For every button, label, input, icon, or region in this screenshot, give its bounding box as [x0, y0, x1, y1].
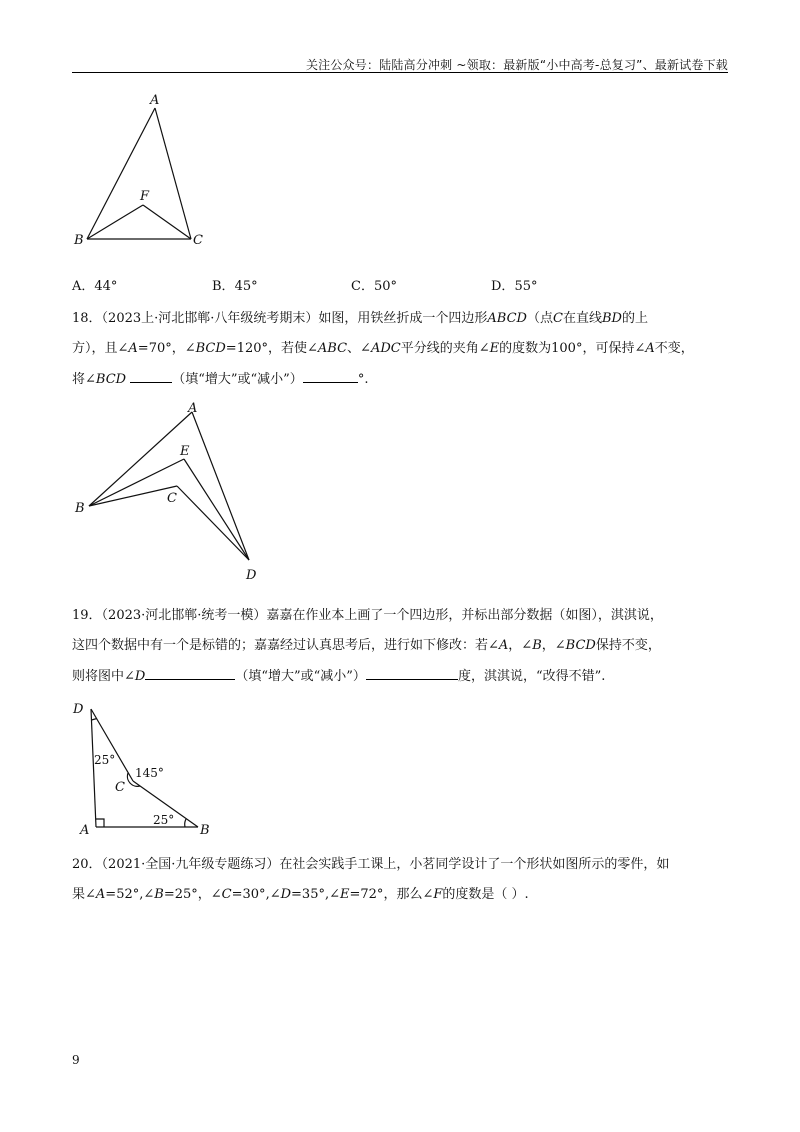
q18-text: 的度数为100°，可保持∠	[499, 341, 646, 356]
q18-var: BD	[601, 311, 622, 326]
q20-text: ,∠	[265, 887, 281, 902]
q18-var: BCD	[95, 372, 127, 387]
segment-ac	[155, 108, 191, 239]
segment-ab	[87, 108, 155, 239]
q20-value: =35°	[291, 887, 325, 902]
label-a: A	[80, 823, 90, 838]
q20-line-1	[72, 856, 669, 874]
q20-text: 在社会实践手工课上，小茗同学设计了一个形状如图所示的零件，如	[279, 857, 670, 872]
option-c-value: 50°	[373, 279, 397, 294]
q18-text: 、∠	[347, 341, 371, 356]
q18-var: E	[489, 341, 500, 356]
q18-text: 将∠	[72, 372, 96, 387]
label-b: B	[75, 501, 85, 516]
header-rule	[72, 72, 728, 73]
q19-var: BCD	[565, 638, 596, 653]
angle-arc-d	[92, 719, 98, 721]
option-c[interactable]	[351, 275, 397, 294]
q19-text: 嘉嘉在作业本上画了一个四边形，并标出部分数据（如图），淇淇说，	[266, 608, 663, 623]
q19-text: ，∠	[541, 638, 566, 653]
q18-text: 平分线的夹角∠	[400, 341, 490, 356]
q19-blank-2[interactable]	[366, 667, 458, 680]
q19-line-1	[72, 607, 663, 625]
q19-var: D	[134, 669, 146, 684]
q20-text: ,∠	[324, 887, 340, 902]
figure-q19	[72, 695, 222, 840]
q18-var: A	[645, 341, 655, 356]
q19-text: 则将图中∠	[72, 669, 135, 684]
q19-var: A	[498, 638, 509, 653]
q18-blank-1[interactable]	[130, 370, 172, 383]
q20-text: ，那么∠	[383, 887, 434, 902]
q18-text: （点	[526, 311, 553, 326]
q19-text: （填“增大”或“减小”）	[235, 669, 366, 684]
q18-var: C	[553, 311, 563, 326]
q18-var: ABCD	[487, 311, 527, 326]
q18-line-2	[72, 340, 694, 358]
q18-text: °.	[357, 372, 369, 387]
q20-text: 的度数是（ ）.	[442, 887, 529, 902]
right-angle-mark	[96, 819, 104, 827]
q19-line-2	[72, 637, 661, 655]
label-c: C	[167, 491, 177, 506]
page-header: 关注公众号：陆陆高分冲刺 ~领取：最新版“小中高考-总复习”、最新试卷下载	[305, 58, 728, 72]
page-number: 9	[72, 1053, 80, 1067]
angle-b-value: 25°	[153, 813, 175, 827]
q19-number: 19．	[72, 608, 102, 623]
q18-text: 不变，	[654, 341, 694, 356]
angle-c-value: 145°	[135, 766, 164, 780]
option-a[interactable]	[72, 275, 117, 294]
segment-cd	[177, 486, 249, 560]
q20-value: =72°	[349, 887, 384, 902]
q19-text: 度，淇淇说，“改得不错”.	[457, 669, 606, 684]
q18-line-1	[72, 310, 648, 328]
option-d-label: D．	[491, 279, 515, 294]
q20-var: A	[95, 887, 106, 902]
angle-d-value: 25°	[94, 753, 116, 767]
label-b: B	[200, 823, 210, 838]
label-d: D	[73, 702, 84, 717]
segment-da	[91, 709, 96, 827]
q20-var: E	[340, 887, 350, 902]
q18-var: ABC	[317, 341, 348, 356]
option-b-label: B．	[212, 279, 235, 294]
option-a-value: 44°	[94, 279, 118, 294]
q20-value: =25°	[163, 887, 198, 902]
label-a: A	[188, 401, 198, 416]
q18-var: BCD	[195, 341, 226, 356]
label-c: C	[115, 780, 125, 795]
q20-var: C	[221, 887, 232, 902]
q19-source: （2023·河北邯郸·统考一模）	[101, 608, 267, 623]
option-d-value: 55°	[514, 279, 538, 294]
q20-var: F	[433, 887, 443, 902]
q18-text: （填“增大”或“减小”）	[172, 372, 303, 387]
q18-number: 18．	[72, 311, 102, 326]
q19-var: B	[532, 638, 542, 653]
figure-q18	[72, 398, 272, 583]
q20-value: =52°	[105, 887, 140, 902]
option-b[interactable]	[212, 275, 258, 294]
option-d[interactable]	[491, 275, 537, 294]
q20-number: 20．	[72, 857, 102, 872]
q18-text: 方），且∠	[72, 341, 129, 356]
segment-dc	[91, 709, 133, 781]
q18-var: A	[128, 341, 138, 356]
q20-text: ，∠	[197, 887, 222, 902]
q19-text: 保持不变，	[595, 638, 661, 653]
q18-blank-2[interactable]	[303, 370, 358, 383]
q20-var: B	[154, 887, 164, 902]
label-e: E	[180, 444, 190, 459]
q20-source: （2021·全国·九年级专题练习）	[101, 857, 280, 872]
q20-text: ,∠	[139, 887, 155, 902]
q19-blank-1[interactable]	[145, 667, 235, 680]
label-f: F	[140, 189, 150, 204]
figure-q17	[72, 92, 212, 252]
q18-line-3	[72, 370, 368, 389]
segment-fc	[143, 205, 191, 239]
q19-text: 这四个数据中有一个是标错的；嘉嘉经过认真思考后，进行如下修改：若∠	[72, 638, 499, 653]
option-b-value: 45°	[234, 279, 258, 294]
q20-line-2	[72, 886, 529, 904]
option-a-label: A．	[72, 279, 95, 294]
q19-text: ，∠	[508, 638, 533, 653]
segment-ad	[192, 412, 249, 560]
q19-line-3	[72, 667, 605, 686]
q18-text: 在直线	[562, 311, 602, 326]
label-b: B	[74, 233, 84, 248]
label-c: C	[193, 233, 203, 248]
option-c-label: C．	[351, 279, 374, 294]
label-d: D	[246, 568, 257, 583]
q20-var: D	[280, 887, 292, 902]
q18-source: （2023上·河北邯郸·八年级统考期末）	[101, 311, 319, 326]
q18-text: 的上	[621, 311, 648, 326]
angle-arc-b	[185, 819, 186, 827]
q20-value: =30°	[231, 887, 266, 902]
q18-text: 如图，用铁丝折成一个四边形	[318, 311, 488, 326]
q20-text: 果∠	[72, 887, 96, 902]
q18-text: =70°，∠	[137, 341, 196, 356]
label-a: A	[150, 93, 160, 108]
segment-bc	[89, 486, 177, 506]
q18-var: ADC	[370, 341, 401, 356]
q18-text: =120°，若使∠	[225, 341, 318, 356]
